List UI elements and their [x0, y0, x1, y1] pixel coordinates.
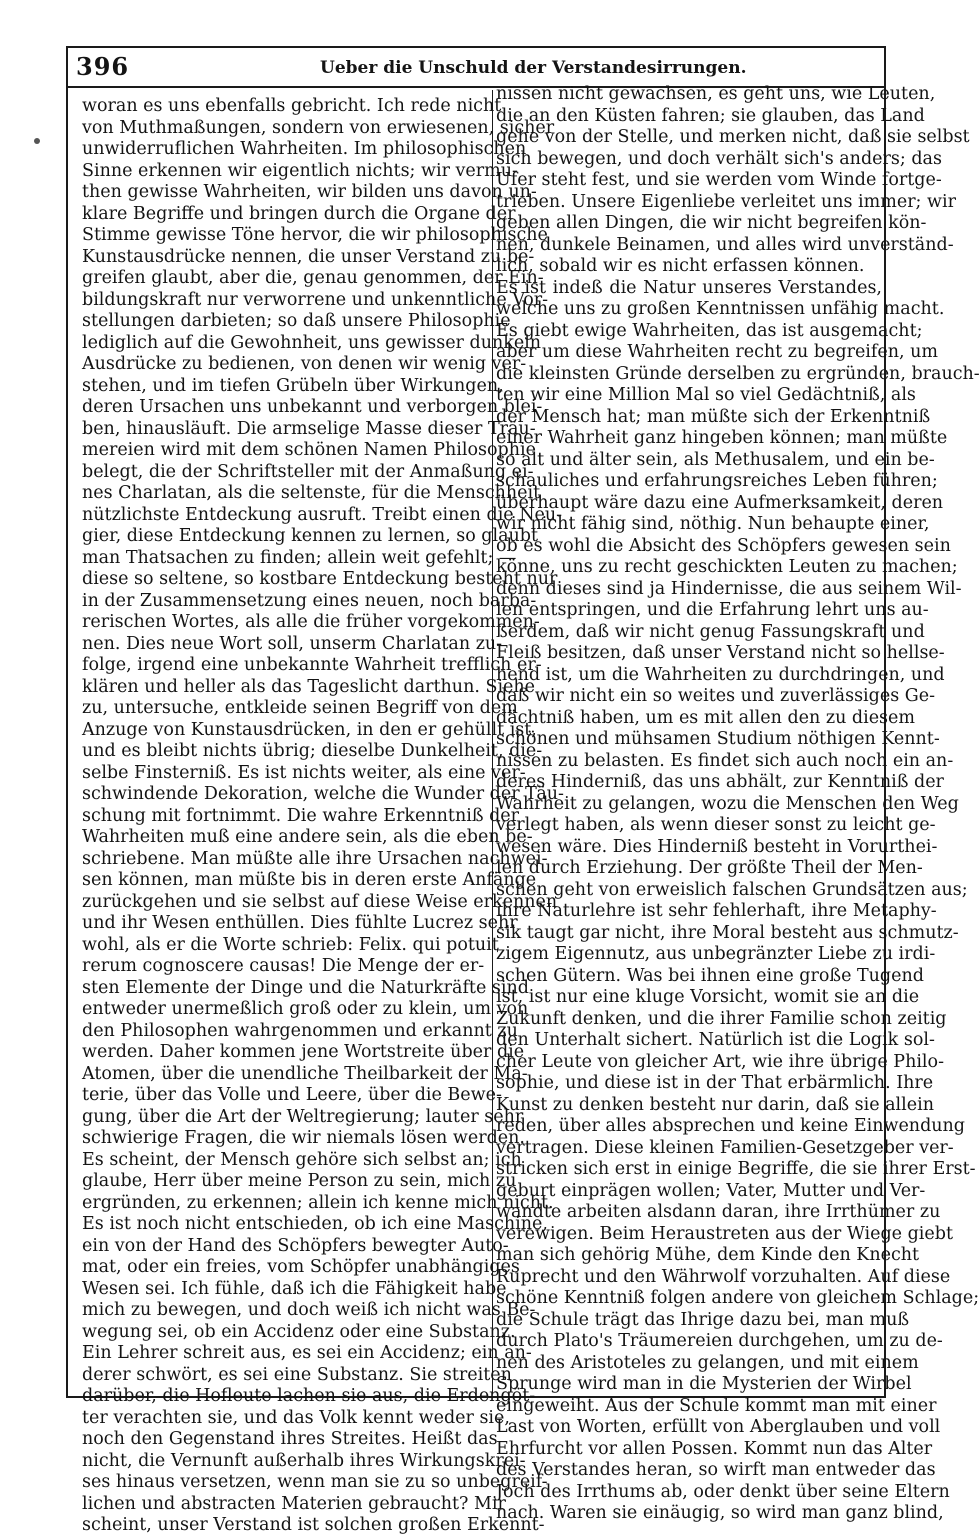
left-column-line: von Muthmaßungen, sondern von erwiesenen, sicher	[82, 117, 555, 138]
right-column-line: schöne Kenntniß folgen andere von gleichem Schlage;	[496, 1288, 980, 1308]
right-column-line: nissen zu belasten. Es findet sich auch noch ein an-	[496, 750, 954, 771]
right-column-line: zigem Eigennutz, aus unbegränzter Liebe zu irdi-	[496, 944, 936, 964]
left-column-line: in der Zusammensetzung eines neuen, noch barba-	[82, 590, 537, 611]
right-column-line: daß wir nicht ein so weites und zuverlässiges Ge-	[496, 686, 936, 706]
right-column-line: geben allen Dingen, die wir nicht begreifen kön-	[496, 213, 927, 233]
right-column-line: stricken sich erst in einige Begriffe, die sie ihrer Erst-	[496, 1159, 976, 1179]
right-column-line: schauliches und erfahrungsreiches Leben führen;	[496, 471, 938, 491]
left-column-line: mereien wird mit dem schönen Namen Philosophie	[82, 440, 536, 460]
right-column-line: ihre Naturlehre ist sehr fehlerhaft, ihre Metaphy-	[496, 901, 937, 921]
right-column-line: der Mensch hat; man müßte sich der Erkenntniß	[496, 406, 931, 427]
left-column-line: Ein Lehrer schreit aus, es sei ein Accidenz; ein an-	[82, 1343, 532, 1363]
left-column-line: Kunstausdrücke nennen, die unser Verstand zu be-	[82, 246, 535, 267]
right-column-line: gehe von der Stelle, und merken nicht, daß sie selbst	[496, 127, 970, 147]
left-column-line: entweder unermeßlich groß oder zu klein, um von	[82, 999, 529, 1019]
left-column-line: folge, irgend eine unbekannte Wahrheit trefflich er-	[82, 655, 542, 675]
left-column-line: schwindende Dekoration, welche die Wunder der Täu-	[82, 784, 564, 804]
right-column-line: eingeweiht. Aus der Schule kommt man mit einer	[496, 1395, 937, 1416]
left-column-line: then gewisse Wahrheiten, wir bilden uns davon un-	[82, 182, 537, 202]
right-column-line: nissen nicht gewachsen, es geht uns, wie Leuten,	[496, 84, 936, 104]
right-column-line: reden, über alles absprechen und keine Einwendung	[496, 1116, 966, 1136]
left-column	[82, 96, 564, 1537]
right-column-line: könne, uns zu recht geschickten Leuten zu machen;	[496, 557, 958, 577]
left-column-line: schung mit fortnimmt. Die wahre Erkenntniß der	[82, 805, 520, 826]
left-column-line: den Philosophen wahrgenommen und erkannt zu	[82, 1020, 518, 1041]
right-column-line: sich bewegen, und doch verhält sich's anders; das	[496, 148, 942, 169]
right-column-line: schönen und mühsamen Studium nöthigen Kennt-	[496, 729, 940, 749]
right-column-line: Wahrheit zu gelangen, wozu die Menschen den Weg	[496, 793, 959, 814]
left-column-line: gier, diese Entdeckung kennen zu lernen, so glaubt	[82, 526, 539, 546]
left-column-line: nicht, die Vernunft außerhalb ihres Wirkungskrei-	[82, 1450, 526, 1471]
left-column-line: nes Charlatan, als die seltenste, für die Menschheit	[82, 483, 541, 503]
right-column-line: Ehrfurcht vor allen Possen. Kommt nun das Alter	[496, 1438, 933, 1459]
left-column-line: Wahrheiten muß eine andere sein, als die eben be-	[82, 827, 533, 847]
right-column-line: ßerdem, daß wir nicht genug Fassungskraft und	[496, 621, 925, 642]
right-column-line: vertragen. Diese kleinen Familien-Gesetzgeber ver-	[496, 1137, 954, 1158]
left-column-line: ses hinaus versetzen, wenn man sie zu so unbegreif-	[82, 1472, 548, 1492]
left-column-line: Sinne erkennen wir eigentlich nichts; wir vermu-	[82, 160, 518, 181]
right-column-line: ob es wohl die Absicht des Schöpfers gewesen sein	[496, 535, 951, 556]
left-column-line: ter verachten sie, und das Volk kennt weder sie,	[82, 1407, 510, 1428]
right-column-line: die kleinsten Gründe derselben zu ergründen, brauch-	[496, 363, 980, 384]
right-column-line: ist, ist nur eine kluge Vorsicht, womit sie an die	[496, 987, 920, 1007]
right-column-line: wir nicht fähig sind, nöthig. Nun behaupte einer,	[496, 514, 930, 534]
left-column-line: zurückgehen und sie selbst auf diese Weise erkennen	[82, 891, 558, 912]
right-column-line: geburt einprägen wollen; Vater, Mutter und Ver-	[496, 1180, 926, 1201]
left-column-line: schwierige Fragen, die wir niemals lösen werden.	[82, 1128, 525, 1148]
left-column-line: mich zu bewegen, und doch weiß ich nicht was Be-	[82, 1300, 536, 1320]
left-column-line: glaube, Herr über meine Person zu sein, mich zu	[82, 1171, 517, 1191]
right-column-line: cher Leute von gleicher Art, wie ihre übrige Philo-	[496, 1051, 944, 1072]
left-column-line: derer schwört, es sei eine Substanz. Sie streiten	[82, 1364, 512, 1385]
right-column-line: durch Plato's Träumereien durchgehen, um zu de-	[496, 1331, 943, 1351]
left-column-line: greifen glaubt, aber die, genau genommen, der Ein-	[82, 268, 544, 288]
left-column-line: stellungen darbieten; so daß unsere Philosophie	[82, 311, 511, 331]
right-column-line: die an den Küsten fahren; sie glauben, das Land	[496, 105, 925, 126]
right-column-line: Fleiß besitzen, daß unser Verstand nicht so hellse-	[496, 643, 945, 663]
left-column-line: lediglich auf die Gewohnheit, uns gewisser dunkeln	[82, 332, 542, 353]
left-column-line: Es scheint, der Mensch gehöre sich selbst an; ich	[82, 1149, 522, 1170]
right-column-line: lich, sobald wir es nicht erfassen können.	[496, 256, 865, 276]
right-column-line: man sich gehörig Mühe, dem Kinde den Knecht	[496, 1245, 920, 1265]
left-column-line: rerischen Wortes, als alle die früher vorgekommen-	[82, 612, 540, 632]
right-column-line: nen, dunkele Beinamen, und alles wird unverständ-	[496, 234, 954, 255]
right-column-line: denn dieses sind ja Hindernisse, die aus seinem Wil-	[496, 578, 962, 599]
right-column-line: ten wir eine Million Mal so viel Gedächtniß, als	[496, 385, 916, 405]
right-column-line: len entspringen, und die Erfahrung lehrt uns au-	[496, 600, 929, 620]
right-column-line: len durch Erziehung. Der größte Theil der Men-	[496, 858, 923, 878]
left-column-line: woran es uns ebenfalls gebricht. Ich rede nicht	[82, 96, 502, 116]
left-column-line: und es bleibt nichts übrig; dieselbe Dunkelheit, die-	[82, 741, 543, 761]
left-column-line: scheint, unser Verstand ist solchen großen Erkennt-	[82, 1515, 545, 1535]
left-column-line: bildungskraft nur verworrene und unkenntliche Vor-	[82, 289, 549, 310]
left-column-line: werden. Daher kommen jene Wortstreite über die	[82, 1042, 525, 1062]
left-column-line: sten Elemente der Dinge und die Naturkräfte sind	[82, 977, 529, 998]
left-column-line: klären und heller als das Tageslicht darthun. Siehe	[82, 676, 536, 697]
left-column-line: gung, über die Art der Weltregierung; lauter sehr	[82, 1106, 524, 1127]
margin-ink-mark	[34, 138, 40, 144]
page-number: 396	[76, 52, 130, 81]
right-column-line: Es ist indeß die Natur unseres Verstandes,	[496, 277, 882, 298]
left-column-line: schriebene. Man müßte alle ihre Ursachen nachwei-	[82, 848, 548, 869]
left-column-line: belegt, die der Schriftsteller mit der Anmaßung ei-	[82, 461, 534, 482]
right-column-line: den Unterhalt sichert. Natürlich ist die Logik sol-	[496, 1030, 935, 1050]
left-column-line: terie, über das Volle und Leere, über die Bewe-	[82, 1085, 502, 1105]
right-column-line: Joch des Irrthums ab, oder denkt über seine Eltern	[496, 1481, 950, 1502]
left-column-line: mat, oder ein freies, vom Schöpfer unabhängiges	[82, 1257, 520, 1277]
right-column-line: aber um diese Wahrheiten recht zu begreifen, um	[496, 342, 939, 362]
right-column-line: Zukunft denken, und die ihrer Familie schon zeitig	[496, 1008, 947, 1029]
left-column-line: Es ist noch nicht entschieden, ob ich eine Maschine,	[82, 1214, 548, 1234]
left-column-line: Atomen, über die unendliche Theilbarkeit der Ma-	[82, 1063, 528, 1084]
right-column-line: überhaupt wäre dazu eine Aufmerksamkeit, deren	[496, 492, 944, 513]
left-column-line: Ausdrücke zu bedienen, von denen wir wenig ver-	[82, 354, 527, 374]
left-column-line: klare Begriffe und bringen durch die Organe der	[82, 203, 516, 224]
right-column-line: nach. Waren sie einäugig, so wird man ganz blind,	[496, 1503, 944, 1523]
left-column-line: wegung sei, ob ein Accidenz oder eine Substanz.	[82, 1321, 516, 1342]
left-column-line: Wesen sei. Ich fühle, daß ich die Fähigkeit habe	[82, 1278, 507, 1299]
right-column-line: Es giebt ewige Wahrheiten, das ist ausgemacht;	[496, 320, 923, 341]
right-column-line: schen geht von erweislich falschen Grundsätzen aus;	[496, 879, 968, 900]
right-column-line: Ufer steht fest, und sie werden vom Winde fortge-	[496, 170, 942, 190]
left-column-line: stehen, und im tiefen Grübeln über Wirkungen,	[82, 375, 504, 396]
left-column-line: ben, hinausläuft. Die armselige Masse dieser Träu-	[82, 418, 536, 439]
left-column-line: nen. Dies neue Wort soll, unserm Charlatan zu-	[82, 633, 503, 654]
right-column-line: Ruprecht und den Währwolf vorzuhalten. Auf diese	[496, 1266, 951, 1287]
right-column-line: deres Hinderniß, das uns abhält, zur Kenntniß der	[496, 772, 944, 792]
left-column-line: selbe Finsterniß. Es ist nichts weiter, als eine ver-	[82, 762, 526, 783]
right-column-line: die Schule trägt das Ihrige dazu bei, man muß	[496, 1309, 910, 1330]
right-column-line: wesen wäre. Dies Hinderniß besteht in Vorurthei-	[496, 836, 938, 857]
left-column-line: und ihr Wesen enthüllen. Dies fühlte Lucrez sehr	[82, 913, 518, 933]
right-column-line: verewigen. Beim Heraustreten aus der Wiege giebt	[496, 1223, 953, 1244]
running-title: Ueber die Unschuld der Verstandesirrungen.	[320, 58, 747, 78]
right-column-line: Kunst zu denken besteht nur darin, daß sie allein	[496, 1094, 934, 1115]
left-column-line: sen können, man müßte bis in deren erste Anfänge	[82, 870, 537, 890]
left-column-line: Anzuge von Kunstausdrücken, in den er gehüllt ist,	[82, 719, 537, 740]
right-column-line: nen des Aristoteles zu gelangen, und mit einem	[496, 1352, 919, 1373]
right-column-line: Sprunge wird man in die Mysterien der Wirbel	[496, 1374, 912, 1394]
right-column-line: sik taugt gar nicht, ihre Moral besteht aus schmutz-	[496, 922, 959, 943]
right-column-line: schen Gütern. Was bei ihnen eine große Tugend	[496, 965, 924, 986]
right-column-line: Last von Worten, erfüllt von Aberglauben und voll	[496, 1417, 941, 1437]
left-column-line: darüber, die Hofleute lachen sie aus, die Erdengöt-	[82, 1386, 536, 1406]
right-column-line: einer Wahrheit ganz hingeben können; man müßte	[496, 428, 948, 448]
right-column-line: hend ist, um die Wahrheiten zu durchdringen, und	[496, 664, 945, 685]
left-column-line: Stimme gewisse Töne hervor, die wir philosophische	[82, 225, 548, 245]
left-column-line: ein von der Hand des Schöpfers bewegter Auto-	[82, 1235, 509, 1256]
right-column-line: sophie, und diese ist in der That erbärmlich. Ihre	[496, 1073, 934, 1093]
right-column-line: welche uns zu großen Kenntnissen unfähig macht.	[496, 299, 945, 319]
left-column-line: man Thatsachen zu finden; allein weit gefehlt; —	[82, 547, 517, 568]
right-column-line: wandte arbeiten alsdann daran, ihre Irrthümer zu	[496, 1202, 941, 1222]
left-column-line: zu, untersuche, entkleide seinen Begriff von dem	[82, 698, 518, 718]
left-column-line: diese so seltene, so kostbare Entdeckung besteht nur	[82, 569, 558, 589]
left-column-line: wohl, als er die Worte schrieb: Felix. qui potuit	[82, 934, 499, 955]
left-column-line: rerum cognoscere causas! Die Menge der er-	[82, 956, 485, 976]
left-column-line: noch den Gegenstand ihres Streites. Heißt das	[82, 1429, 498, 1449]
left-column-line: nützlichste Entdeckung ausruft. Treibt einen die Neu-	[82, 504, 563, 525]
right-column-line: so alt und älter sein, als Methusalem, und ein be-	[496, 449, 935, 470]
left-column-line: unwiderruflichen Wahrheiten. Im philosophischen	[82, 139, 527, 159]
left-column-line: lichen und abstracten Materien gebraucht? Mir	[82, 1493, 506, 1514]
right-column-line: trieben. Unsere Eigenliebe verleitet uns immer; wir	[496, 191, 956, 212]
left-column-line: deren Ursachen uns unbekannt und verborgen blei-	[82, 397, 543, 417]
right-column-line: verlegt haben, als wenn dieser sonst zu leicht ge-	[496, 815, 936, 835]
right-column-line: dächtniß haben, um es mit allen den zu diesem	[496, 707, 915, 728]
right-column	[496, 84, 980, 1525]
right-column-line: des Verstandes heran, so wirft man entweder das	[496, 1460, 936, 1480]
left-column-line: ergründen, zu erkennen; allein ich kenne mich nicht.	[82, 1192, 554, 1213]
